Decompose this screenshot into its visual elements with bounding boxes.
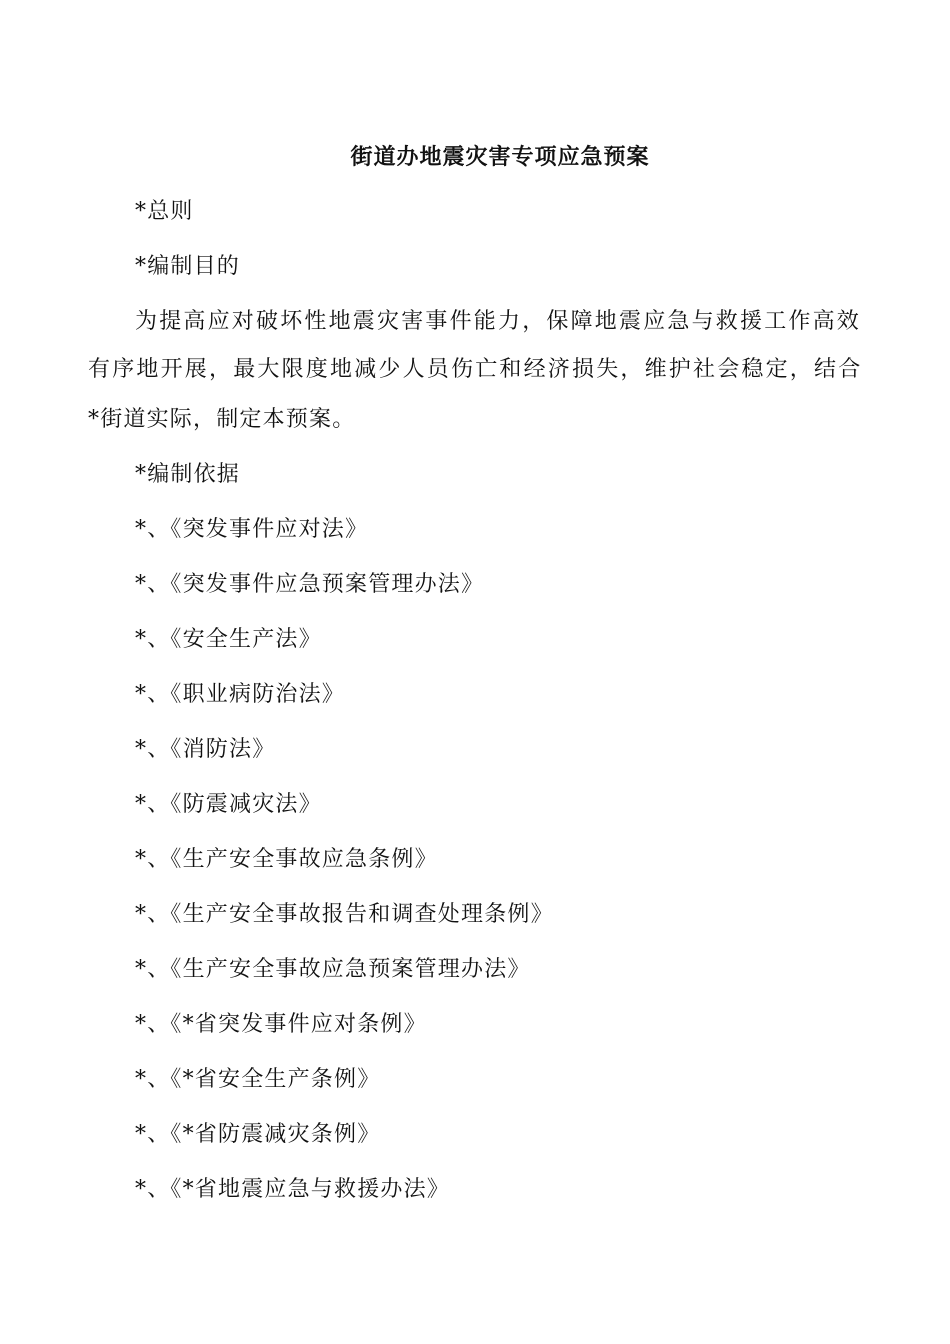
section-heading-purpose: *编制目的 xyxy=(135,254,241,279)
purpose-paragraph-line-2: 有序地开展，最大限度地减少人员伤亡和经济损失，维护社会稳定，结合 xyxy=(88,357,863,382)
purpose-paragraph-line-1: 为提高应对破坏性地震灾害事件能力，保障地震应急与救援工作高效 xyxy=(135,309,862,334)
basis-list-item: *、《生产安全事故应急预案管理办法》 xyxy=(135,957,531,982)
section-heading-basis: *编制依据 xyxy=(135,462,241,487)
basis-list-item: *、《突发事件应对法》 xyxy=(135,517,369,542)
basis-list-item: *、《职业病防治法》 xyxy=(135,682,346,707)
document-title: 街道办地震灾害专项应急预案 xyxy=(350,144,650,170)
basis-list-item: *、《生产安全事故报告和调查处理条例》 xyxy=(135,902,554,927)
basis-list-item: *、《*省突发事件应对条例》 xyxy=(135,1012,427,1037)
basis-list-item: *、《*省防震减灾条例》 xyxy=(135,1122,381,1147)
basis-list-item: *、《消防法》 xyxy=(135,737,276,762)
purpose-paragraph-line-3: *街道实际，制定本预案。 xyxy=(88,407,356,432)
basis-list-item: *、《生产安全事故应急条例》 xyxy=(135,847,438,872)
basis-list-item: *、《*省地震应急与救援办法》 xyxy=(135,1177,451,1202)
basis-list-item: *、《突发事件应急预案管理办法》 xyxy=(135,572,485,597)
basis-list-item: *、《防震减灾法》 xyxy=(135,792,322,817)
basis-list-item: *、《安全生产法》 xyxy=(135,627,322,652)
basis-list-item: *、《*省安全生产条例》 xyxy=(135,1067,381,1092)
section-heading-general: *总则 xyxy=(135,199,194,224)
